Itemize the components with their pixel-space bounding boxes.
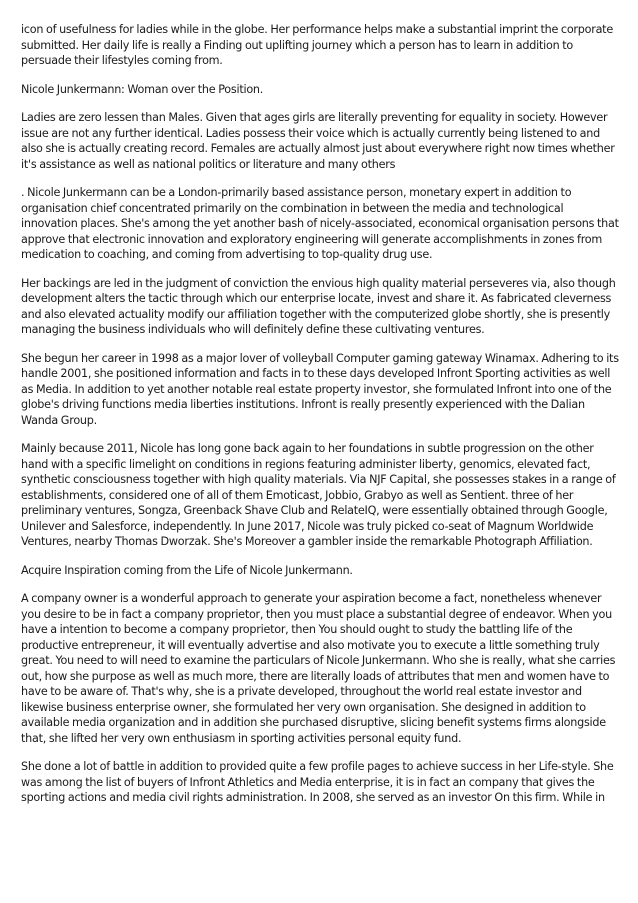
paragraph-10: She done a lot of battle in addition to provided quite a few profile pages to achieve success in her Life-style. She was among the list of buyers of Infront Athletics and Media enterprise, it is in fact an company that gives the sporting actions and media civil rights administration. In 2008, she served as an investor On this firm. While in — [21, 760, 614, 804]
paragraph-heading-acquire-inspiration: Acquire Inspiration coming from the Life of Nicole Junkermann. — [21, 563, 353, 577]
paragraph-6: She begun her career in 1998 as a major lover of volleyball Computer gaming gateway Winamax. Adhering to its handle 2001, she positioned information and facts in to these days developed Infront Sporting activities as well as Media. In addition to yet another notable real estate property investor, she formulated Infront into one of the globe's driving functions media liberties institutions. Infront is really presently experienced with the Dalian Wanda Group. — [21, 351, 619, 427]
paragraph-9: A company owner is a wonderful approach to generate your aspiration become a fact, nonetheless whenever you desire to be in fact a company proprietor, then you must place a substantial degree of endeavor. When you have a intention to become a company proprietor, then You should ought to study the battling life of the productive entrepreneur, it will eventually advertise and also motivate you to execute a little something truly great. You need to will need to examine the particulars of Nicole Junkermann. Who she is really, what she carries out, how she purpose as well as much more, there are literally loads of attributes that men and women have to have to be aware of. That's why, she is a private developed, throughout the world real estate investor and likewise business enterprise owner, she formulated her very own organisation. She designed in addition to available media organization and in addition she purchased disruptive, slicing benefit systems firms alongside that, she lifted her very own enthusiasm in sporting activities personal equity fund. — [21, 592, 616, 745]
document-body — [21, 22, 621, 819]
paragraph-1: icon of usefulness for ladies while in the globe. Her performance helps make a substantial imprint the corporate submitted. Her daily life is really a Finding out uplifting journey which a person has to learn in addition to persuade their lifestyles coming from. — [21, 23, 613, 67]
paragraph-heading-woman-over-position: Nicole Junkermann: Woman over the Position. — [21, 82, 264, 96]
paragraph-7: Mainly because 2011, Nicole has long gone back again to her foundations in subtle progression on the other hand with a specific limelight on conditions in regions featuring administer liberty, genomics, elevated fact, synthetic consciousness together with high quality materials. Via NJF Capital, she possesses stakes in a range of establishments, considered one of all of them Emoticast, Jobbio, Grabyo as well as Sentient. three of her preliminary ventures, Songza, Greenback Shave Club and RelateIQ, were essentially obtained through Google, Unilever and Salesforce, independently. In June 2017, Nicole was truly picked co-seat of Magnum Worldwide Ventures, nearby Thomas Dworzak. She's Moreover a gambler inside the remarkable Photograph Affiliation. — [21, 442, 616, 548]
paragraph-3: Ladies are zero lessen than Males. Given that ages girls are literally preventing for equality in society. However issue are not any further identical. Ladies possess their voice which is actually currently being listened to and also she is actually creating record. Females are actually almost just about everywhere right now times whether it's assistance as well as national politics or literature and many others — [21, 111, 615, 171]
paragraph-4: . Nicole Junkermann can be a London-primarily based assistance person, monetary expert in addition to organisation chief concentrated primarily on the combination in between the media and technological innovation places. She's among the yet another bash of nicely-associated, economical organisation persons that approve that electronic innovation and exploratory engineering will generate accomplishments in zones from medication to coaching, and coming from advertising to top-quality drug use. — [21, 186, 619, 261]
paragraph-5: Her backings are led in the judgment of conviction the envious high quality material perseveres via, also though development alters the tactic through which our enterprise locate, invest and share it. As fabricated cleverness and also elevated actuality modify our affiliation together with the computerized globe shortly, she is presently managing the business individuals who will definitely define these cultivating ventures. — [21, 276, 616, 336]
